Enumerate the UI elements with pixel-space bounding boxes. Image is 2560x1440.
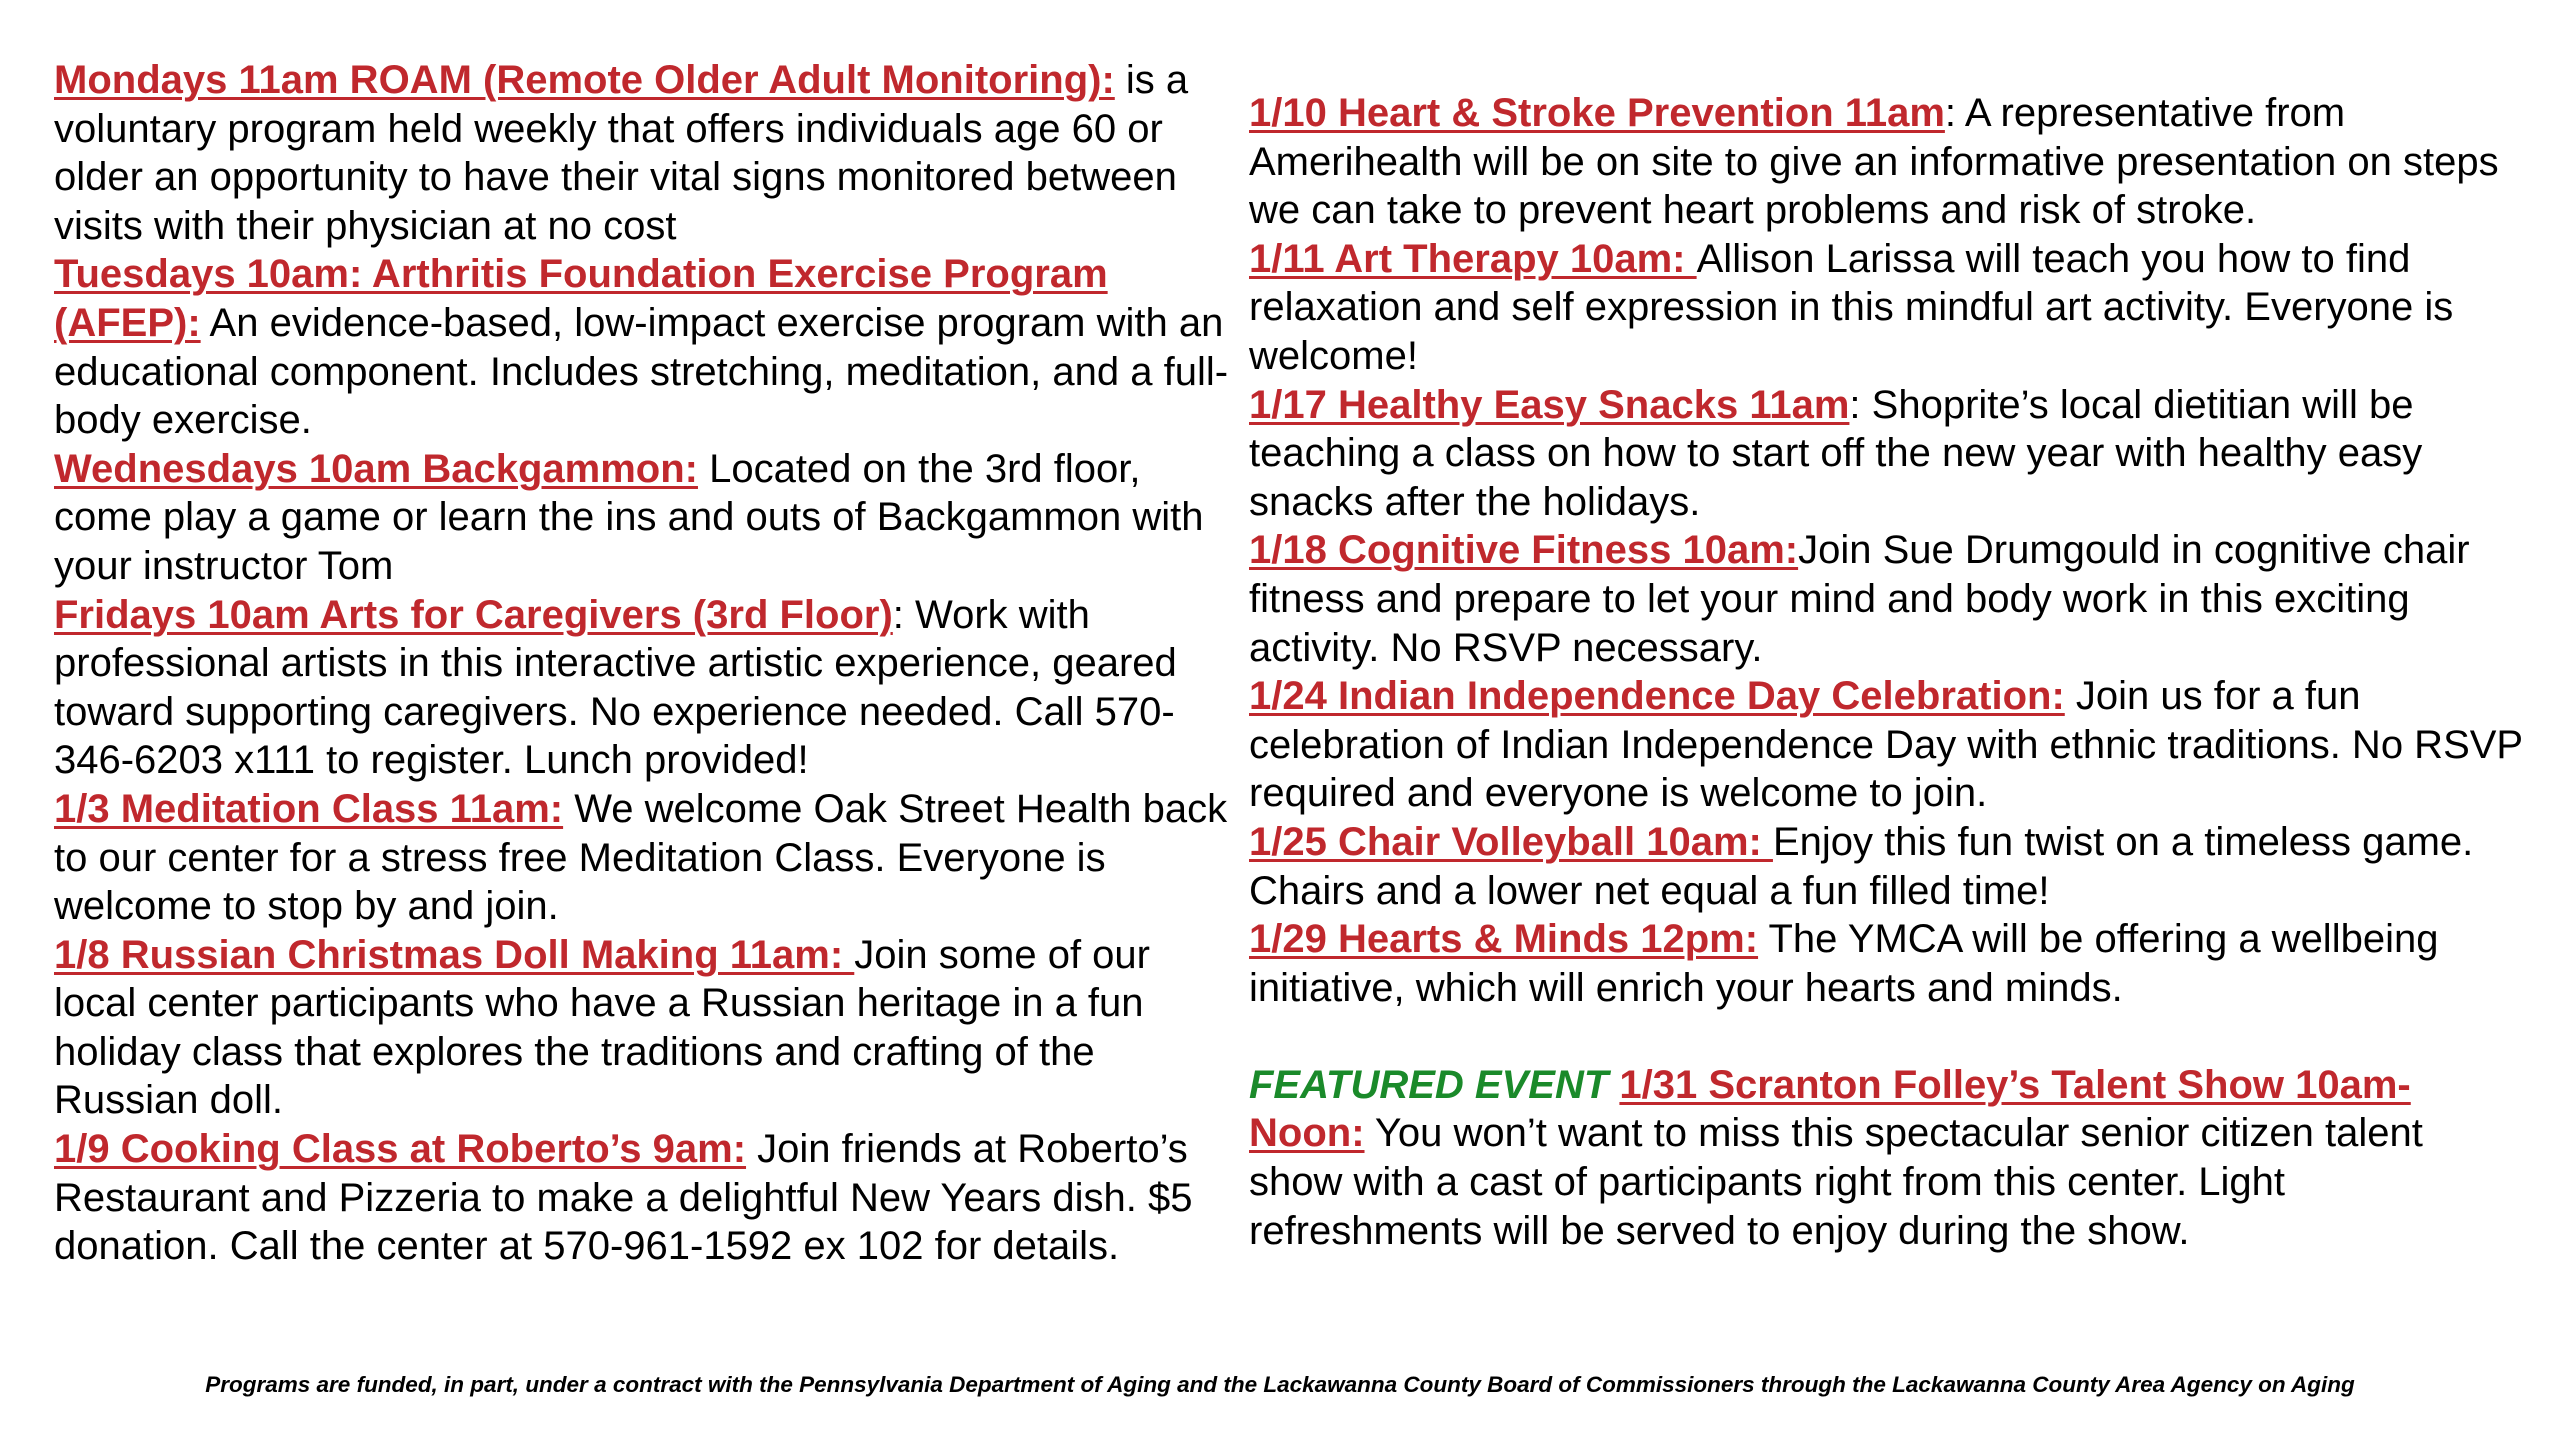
event-title: 1/31 Scranton Folley’s Talent Show 10am-Noon: [1249,1062,2411,1156]
event-indian-independence-day [1249,672,2524,818]
event-title: 1/3 Meditation Class 11am: [54,786,564,831]
event-healthy-easy-snacks [1249,381,2524,527]
event-separator: : [1849,382,1861,427]
event-title: Fridays 10am Arts for Caregivers (3rd Floor) [54,592,893,637]
event-description: Join us for a fun celebration of Indian Independence Day with ethnic traditions. No RSVP required and everyone is welcome to join. [1249,674,2523,816]
funding-footer: Programs are funded, in part, under a contract with the Pennsylvania Department of Aging and the Lackawanna County Board of Commissioners through the Lackawanna County Area Agency on Aging [205,1372,2355,1397]
event-title: 1/24 Indian Independence Day Celebration: [1249,674,2065,719]
event-description: Join some of our local center participants who have a Russian heritage in a fun holiday class that explores the traditions and crafting of the Russian doll. [54,932,1150,1123]
event-cognitive-fitness [1249,526,2524,672]
event-description: Work with professional artists in this interactive artistic experience, geared toward supporting caregivers. No experience needed. Call 570-346-6203 x111 to register. Lunch provided! [54,592,1177,783]
event-description: Enjoy this fun twist on a timeless game. Chairs and a lower net equal a fun filled time! [1249,819,2474,913]
event-description: is a voluntary program held weekly that offers individuals age 60 or older an opportunity to have their vital signs monitored between visits with their physician at no cost [54,58,1189,248]
left-event-column [54,56,1239,1271]
event-description: Located on the 3rd floor, come play a game or learn the ins and outs of Backgammon with your instructor Tom [54,446,1204,588]
event-arts-for-caregivers [54,591,1239,785]
event-art-therapy [1249,235,2524,381]
event-cooking-class [54,1125,1239,1271]
featured-event-tag: FEATURED EVENT [1249,1062,1609,1107]
event-title: 1/8 Russian Christmas Doll Making 11am: [54,932,855,977]
event-title: 1/9 Cooking Class at Roberto’s 9am: [54,1127,747,1172]
event-separator: : [1944,91,1957,135]
event-chair-volleyball [1249,818,2524,915]
section-spacer [1249,1012,2524,1061]
event-title: 1/17 Healthy Easy Snacks 11am [1249,382,1850,427]
event-title: Mondays 11am ROAM (Remote Older Adult Monitoring): [54,58,1115,102]
event-description: An evidence-based, low-impact exercise program with an educational component. Includes stretching, meditation, and a full-body exercise. [54,300,1229,443]
event-description: Join friends at Roberto’s Restaurant and Pizzeria to make a delightful New Years dish. $5 donation. Call the center at 570-961-1592 ex 102 for details. [54,1127,1193,1269]
event-description: You won’t want to miss this spectacular senior citizen talent show with a cast of participants right from this center. Light refreshments will be served to enjoy during the show. [1249,1111,2423,1253]
featured-event [1249,1061,2524,1255]
event-russian-doll-making [54,931,1239,1125]
event-title: 1/29 Hearts & Minds 12pm: [1249,917,1759,962]
event-heart-stroke-prevention [1249,89,2524,235]
event-roam [54,56,1239,250]
right-event-column [1249,89,2524,1255]
event-title: 1/18 Cognitive Fitness 10am: [1249,528,1799,573]
event-description: Allison Larissa will teach you how to find relaxation and self expression in this mindful art activity. Everyone is welcome! [1249,236,2454,378]
event-description: Shoprite’s local dietitian will be teaching a class on how to start off the new year with healthy easy snacks after the holidays. [1249,382,2423,524]
event-description: We welcome Oak Street Health back to our center for a stress free Meditation Class. Everyone is welcome to stop by and join. [54,786,1228,929]
event-description: Join Sue Drumgould in cognitive chair fitness and prepare to let your mind and body work in this exciting activity. No RSVP necessary. [1249,528,2470,670]
event-title: Tuesdays 10am: Arthritis Foundation Exercise Program (AFEP): [54,252,1108,345]
event-backgammon [54,445,1239,591]
event-afep [54,250,1239,444]
event-separator: : [892,592,904,637]
event-meditation-class [54,785,1239,931]
event-description: The YMCA will be offering a wellbeing initiative, which will enrich your hearts and minds. [1249,917,2439,1010]
event-title: 1/11 Art Therapy 10am: [1249,236,1697,281]
event-title: Wednesdays 10am Backgammon: [54,446,698,491]
event-hearts-and-minds [1249,915,2524,1012]
event-title: 1/25 Chair Volleyball 10am: [1249,819,1773,864]
event-description: A representative from Amerihealth will be on site to give an informative presentation on steps we can take to prevent heart problems and risk of stroke. [1249,91,2499,233]
event-title: 1/10 Heart & Stroke Prevention 11am [1249,91,1945,135]
